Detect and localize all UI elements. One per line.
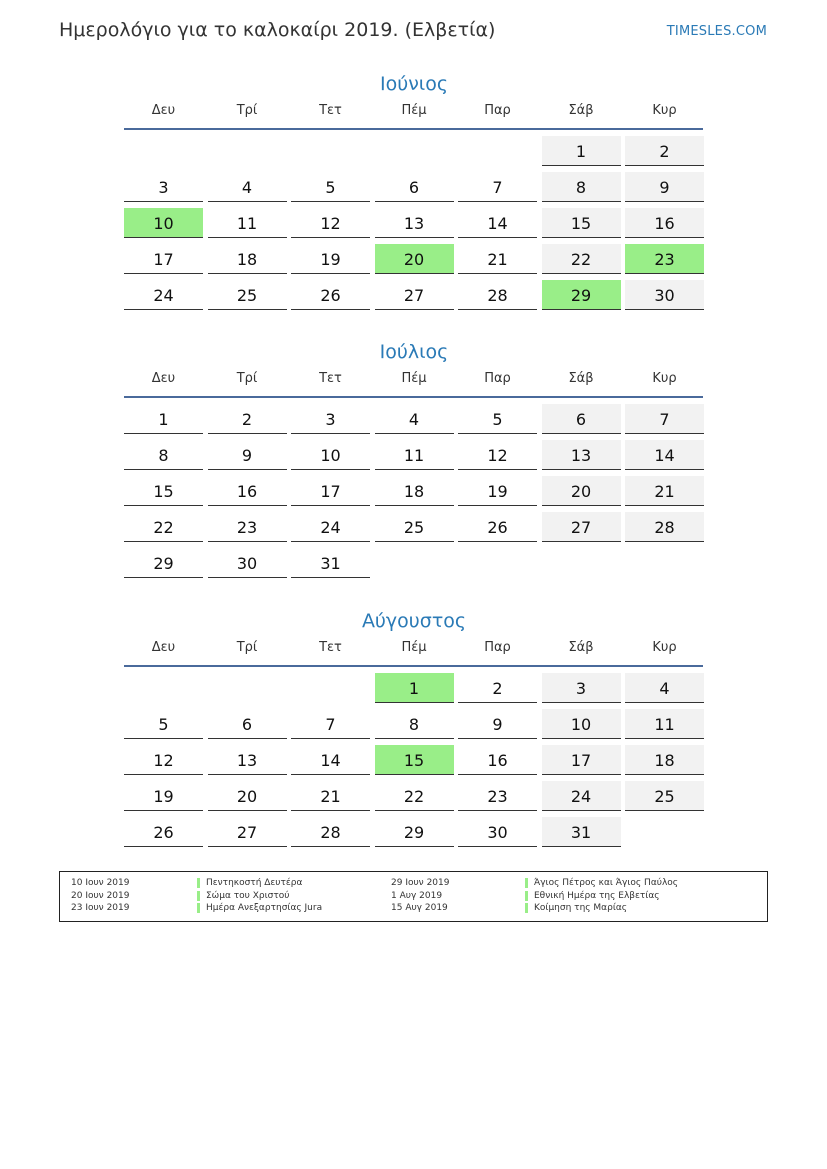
day-cell: 8 [542, 172, 621, 202]
weekday-label: Κυρ [652, 103, 677, 118]
day-cell: 1 [124, 404, 203, 434]
day-cell: 25 [375, 512, 454, 542]
day-cell: 7 [291, 709, 370, 739]
legend-date: 15 Αυγ 2019 [391, 903, 448, 913]
day-cell: 4 [375, 404, 454, 434]
day-cell: 2 [458, 673, 537, 703]
day-cell: 13 [375, 208, 454, 238]
day-cell: 17 [542, 745, 621, 775]
holiday-legend [59, 871, 768, 922]
weekday-label: Τετ [319, 371, 342, 386]
weekday-header [124, 100, 704, 130]
legend-holiday-name: Ημέρα Ανεξαρτησίας Jura [197, 903, 322, 913]
day-cell: 24 [291, 512, 370, 542]
day-cell: 21 [458, 244, 537, 274]
legend-date: 10 Ιουν 2019 [71, 878, 130, 888]
page-title: Ημερολόγιο για το καλοκαίρι 2019. (Ελβετία) [59, 19, 496, 41]
day-cell: 24 [124, 280, 203, 310]
weekday-label: Παρ [484, 103, 511, 118]
day-cell: 2 [625, 136, 704, 166]
day-cell: 11 [375, 440, 454, 470]
day-cell: 22 [124, 512, 203, 542]
day-cell: 23 [208, 512, 287, 542]
day-cell: 16 [625, 208, 704, 238]
day-cell: 7 [625, 404, 704, 434]
day-cell: 8 [124, 440, 203, 470]
month-calendar [124, 68, 704, 305]
day-cell: 18 [208, 244, 287, 274]
weekday-label: Τρί [236, 371, 258, 386]
weekday-label: Κυρ [652, 640, 677, 655]
holiday-day-cell: 10 [124, 208, 203, 238]
day-cell: 18 [625, 745, 704, 775]
weekday-label: Τετ [319, 640, 342, 655]
day-cell: 29 [375, 817, 454, 847]
day-cell: 3 [542, 673, 621, 703]
weekday-label: Πέμ [401, 371, 427, 386]
day-cell: 5 [124, 709, 203, 739]
day-cell: 22 [542, 244, 621, 274]
day-cell: 25 [625, 781, 704, 811]
holiday-day-cell: 1 [375, 673, 454, 703]
day-cell: 31 [291, 548, 370, 578]
weekday-header [124, 368, 704, 398]
day-cell: 14 [291, 745, 370, 775]
weekday-header [124, 637, 704, 667]
month-calendar [124, 605, 704, 842]
day-cell: 15 [542, 208, 621, 238]
day-cell: 6 [208, 709, 287, 739]
weekday-label: Δευ [151, 103, 176, 118]
weekday-label: Πέμ [401, 640, 427, 655]
day-cell: 9 [458, 709, 537, 739]
day-cell: 5 [291, 172, 370, 202]
day-cell: 3 [124, 172, 203, 202]
month-calendar [124, 336, 704, 573]
day-cell: 26 [458, 512, 537, 542]
weekday-label: Τετ [319, 103, 342, 118]
legend-holiday-name: Κοίμηση της Μαρίας [525, 903, 627, 913]
day-cell: 5 [458, 404, 537, 434]
day-cell: 6 [375, 172, 454, 202]
day-cell: 14 [625, 440, 704, 470]
day-cell: 9 [625, 172, 704, 202]
day-cell: 10 [291, 440, 370, 470]
month-title: Ιούνιος [379, 73, 449, 95]
legend-holiday-name: Σώμα του Χριστού [197, 891, 290, 901]
weekday-label: Παρ [484, 640, 511, 655]
weekday-label: Σάβ [568, 371, 594, 386]
weekday-label: Σάβ [568, 103, 594, 118]
header-divider [124, 128, 703, 130]
day-cell: 7 [458, 172, 537, 202]
day-cell: 21 [625, 476, 704, 506]
weekday-label: Τρί [236, 640, 258, 655]
day-cell: 20 [208, 781, 287, 811]
day-cell: 28 [625, 512, 704, 542]
day-cell: 23 [458, 781, 537, 811]
day-cell: 28 [291, 817, 370, 847]
day-cell: 29 [124, 548, 203, 578]
site-link[interactable]: TIMESLES.COM [666, 24, 767, 39]
day-cell: 11 [625, 709, 704, 739]
day-cell: 2 [208, 404, 287, 434]
legend-date: 23 Ιουν 2019 [71, 903, 130, 913]
day-cell: 13 [208, 745, 287, 775]
day-cell: 19 [291, 244, 370, 274]
legend-date: 1 Αυγ 2019 [391, 891, 443, 901]
weekday-label: Κυρ [652, 371, 677, 386]
day-cell: 12 [124, 745, 203, 775]
legend-holiday-name: Εθνική Ημέρα της Ελβετίας [525, 891, 660, 901]
day-cell: 16 [458, 745, 537, 775]
day-cell: 12 [458, 440, 537, 470]
legend-date: 29 Ιουν 2019 [391, 878, 450, 888]
day-cell: 8 [375, 709, 454, 739]
day-cell: 19 [458, 476, 537, 506]
day-cell: 15 [124, 476, 203, 506]
day-cell: 9 [208, 440, 287, 470]
day-cell: 4 [625, 673, 704, 703]
day-cell: 21 [291, 781, 370, 811]
weekday-label: Πέμ [401, 103, 427, 118]
legend-date: 20 Ιουν 2019 [71, 891, 130, 901]
legend-holiday-name: Πεντηκοστή Δευτέρα [197, 878, 302, 888]
weekday-label: Δευ [151, 371, 176, 386]
legend-holiday-name: Άγιος Πέτρος και Άγιος Παύλος [525, 878, 678, 888]
day-cell: 4 [208, 172, 287, 202]
day-cell: 25 [208, 280, 287, 310]
header-divider [124, 665, 703, 667]
day-cell: 31 [542, 817, 621, 847]
day-cell: 28 [458, 280, 537, 310]
holiday-day-cell: 15 [375, 745, 454, 775]
day-cell: 11 [208, 208, 287, 238]
day-cell: 22 [375, 781, 454, 811]
day-cell: 12 [291, 208, 370, 238]
day-cell: 24 [542, 781, 621, 811]
day-cell: 30 [458, 817, 537, 847]
day-cell: 14 [458, 208, 537, 238]
day-cell: 1 [542, 136, 621, 166]
weekday-label: Παρ [484, 371, 511, 386]
holiday-day-cell: 20 [375, 244, 454, 274]
month-title: Αύγουστος [361, 610, 467, 632]
month-title: Ιούλιος [379, 341, 449, 363]
day-cell: 3 [291, 404, 370, 434]
holiday-day-cell: 29 [542, 280, 621, 310]
day-cell: 13 [542, 440, 621, 470]
day-cell: 26 [124, 817, 203, 847]
day-cell: 27 [542, 512, 621, 542]
day-cell: 19 [124, 781, 203, 811]
day-cell: 20 [542, 476, 621, 506]
day-cell: 17 [291, 476, 370, 506]
holiday-day-cell: 23 [625, 244, 704, 274]
day-cell: 10 [542, 709, 621, 739]
day-cell: 30 [625, 280, 704, 310]
day-cell: 30 [208, 548, 287, 578]
day-cell: 27 [208, 817, 287, 847]
header-divider [124, 396, 703, 398]
day-cell: 16 [208, 476, 287, 506]
weekday-label: Σάβ [568, 640, 594, 655]
weekday-label: Δευ [151, 640, 176, 655]
day-cell: 26 [291, 280, 370, 310]
day-cell: 18 [375, 476, 454, 506]
weekday-label: Τρί [236, 103, 258, 118]
day-cell: 27 [375, 280, 454, 310]
day-cell: 17 [124, 244, 203, 274]
day-cell: 6 [542, 404, 621, 434]
